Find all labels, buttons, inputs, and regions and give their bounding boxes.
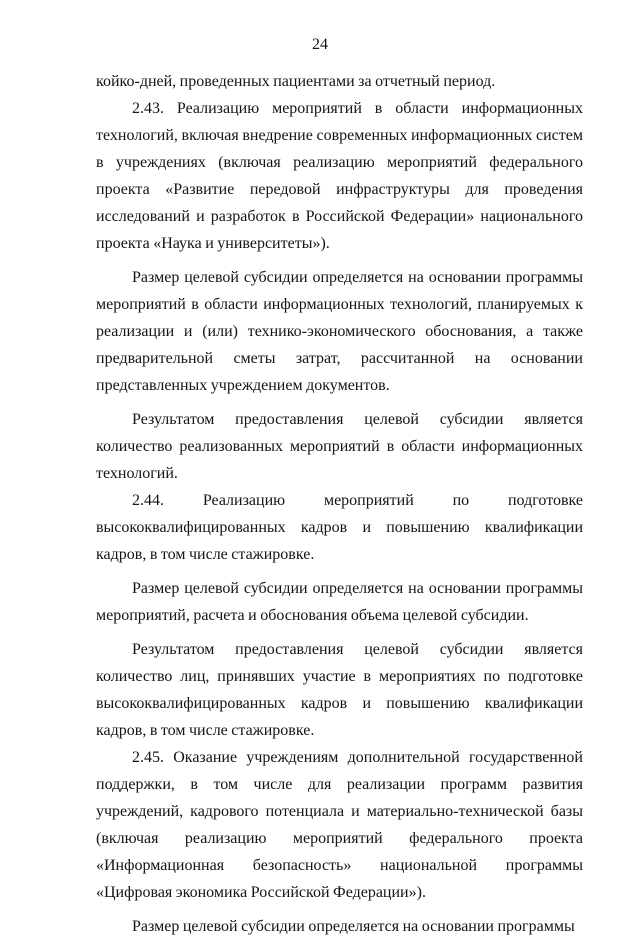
paragraph-2-44: 2.44. Реализацию мероприятий по подготовке высококвалифицированных кадров и повышению квалификации кадров, в том числе стажировке. [96,492,583,563]
paragraph-2-44-result: Результатом предоставления целевой субсидии является количество лиц, принявших участие в мероприятиях по подготовке высококвалифицированных кадров и повышению квалификации кадров, в том числе стажировке. [96,641,583,739]
paragraph-2-43-subsidy-size: Размер целевой субсидии определяется на основании программы мероприятий в области информационных технологий, планируемых к реализации и (или) технико-экономического обоснования, а также предварительной сметы затрат, рассчитанной на основании представленных учреждением документов. [96,269,583,394]
paragraph-continuation: койко-дней, проведенных пациентами за отчетный период. [96,73,496,90]
paragraph-2-45-subsidy-size: Размер целевой субсидии определяется на основании программы [132,918,575,935]
document-body [96,68,583,940]
paragraph-2-43: 2.43. Реализацию мероприятий в области информационных технологий, включая внедрение современных информационных систем в учреждениях (включая реализацию мероприятий федерального проекта «Развитие передовой инфраструктуры для проведения исследований и разработок в Российской Федерации» национального проекта «Наука и университеты»). [96,100,583,252]
paragraph-2-44-subsidy-size: Размер целевой субсидии определяется на основании программы мероприятий, расчета и обоснования объема целевой субсидии. [96,580,583,624]
paragraph-2-45: 2.45. Оказание учреждениям дополнительной государственной поддержки, в том числе для реализации программ развития учреждений, кадрового потенциала и материально-технической базы (включая реализацию мероприятий федерального проекта «Информационная безопасность» национальной программы «Цифровая экономика Российской Федерации»). [96,749,583,901]
page-number: 24 [312,36,328,53]
paragraph-2-43-result: Результатом предоставления целевой субсидии является количество реализованных мероприятий в области информационных технологий. [96,411,583,482]
